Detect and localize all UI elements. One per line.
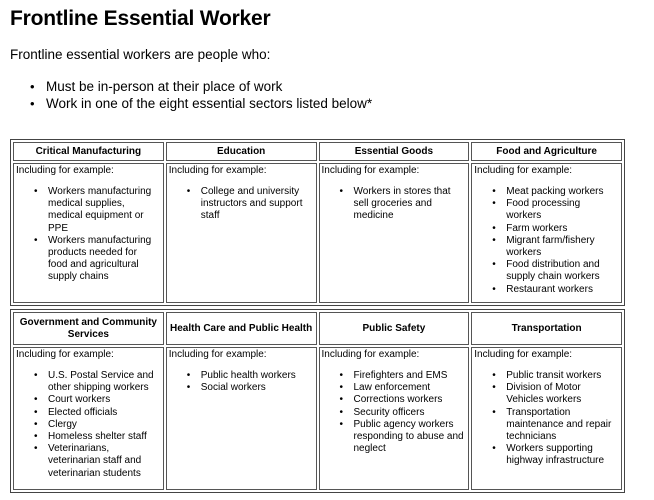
example-item: • Division of Motor Vehicles workers [492,382,617,406]
cell-intro-text: Including for example: [16,165,114,176]
example-item: • Meat packing workers [492,186,617,198]
sector-body-row [13,347,622,490]
example-list [340,186,465,223]
sector-cell-education [166,163,317,303]
example-item: • Workers supporting highway infrastructure [492,443,617,467]
example-item: • U.S. Postal Service and other shipping workers [34,370,159,394]
page-title: Frontline Essential Worker [10,7,271,30]
example-list [187,370,312,394]
sector-header-government-and-community-services: Government and Community Services [13,312,164,345]
intro-text: Frontline essential workers are people who: [10,47,271,62]
sector-header-education: Education [166,142,317,161]
example-list [340,370,465,455]
example-item: • Public agency workers responding to abuse and neglect [340,419,465,456]
sector-cell-public-safety [319,347,470,490]
criteria-item: • Work in one of the eight essential sectors listed below* [30,95,372,112]
example-item: • Clergy [34,419,159,431]
example-item: • Public transit workers [492,370,617,382]
example-item: • Workers manufacturing medical supplies, medical equipment or PPE [34,186,159,235]
example-item: • Homeless shelter staff [34,431,159,443]
example-list [492,186,617,296]
sector-header-health-care-and-public-health: Health Care and Public Health [166,312,317,345]
cell-intro-text: Including for example: [474,165,573,176]
example-item: • Social workers [187,382,312,394]
example-item: • Farm workers [492,223,617,235]
sector-body-row [13,163,622,303]
cell-intro-text: Including for example: [168,165,267,176]
example-item: • Transportation maintenance and repair technicians [492,407,617,444]
sector-cell-critical-manufacturing [13,163,164,303]
sector-header-public-safety: Public Safety [319,312,470,345]
sector-cell-transportation [471,347,622,490]
example-item: • Food distribution and supply chain workers [492,259,617,283]
cell-intro-text: Including for example: [321,349,420,360]
example-item: • Security officers [340,407,465,419]
example-item: • Firefighters and EMS [340,370,465,382]
example-item: • Elected officials [34,407,159,419]
example-item: • Workers in stores that sell groceries and medicine [340,186,465,223]
cell-intro-text: Including for example: [321,165,420,176]
criteria-item: • Must be in-person at their place of work [30,78,372,95]
example-item: • Veterinarians, veterinarian staff and veterinarian students [34,443,159,480]
example-item: • Law enforcement [340,382,465,394]
criteria-list [30,78,372,112]
sectors-table-2 [10,309,625,493]
example-list [34,186,159,284]
sector-cell-health-care-and-public-health [166,347,317,490]
sector-header-transportation: Transportation [471,312,622,345]
example-list [34,370,159,480]
cell-intro-text: Including for example: [168,349,267,360]
sector-header-food-and-agriculture: Food and Agriculture [471,142,622,161]
cell-intro-text: Including for example: [474,349,573,360]
sector-header-row [13,142,622,161]
sector-cell-essential-goods [319,163,470,303]
cell-intro-text: Including for example: [16,349,114,360]
example-item: • Restaurant workers [492,284,617,296]
sectors-table-1 [10,139,625,306]
example-item: • Public health workers [187,370,312,382]
example-list [492,370,617,468]
example-item: • Court workers [34,394,159,406]
example-item: • Corrections workers [340,394,465,406]
example-item: • College and university instructors and support staff [187,186,312,223]
sector-header-critical-manufacturing: Critical Manufacturing [13,142,164,161]
sector-cell-government-and-community-services [13,347,164,490]
sector-header-row [13,312,622,345]
example-item: • Workers manufacturing products needed for food and agricultural supply chains [34,235,159,284]
example-list [187,186,312,223]
example-item: • Migrant farm/fishery workers [492,235,617,259]
sector-header-essential-goods: Essential Goods [319,142,470,161]
sector-cell-food-and-agriculture [471,163,622,303]
example-item: • Food processing workers [492,198,617,222]
